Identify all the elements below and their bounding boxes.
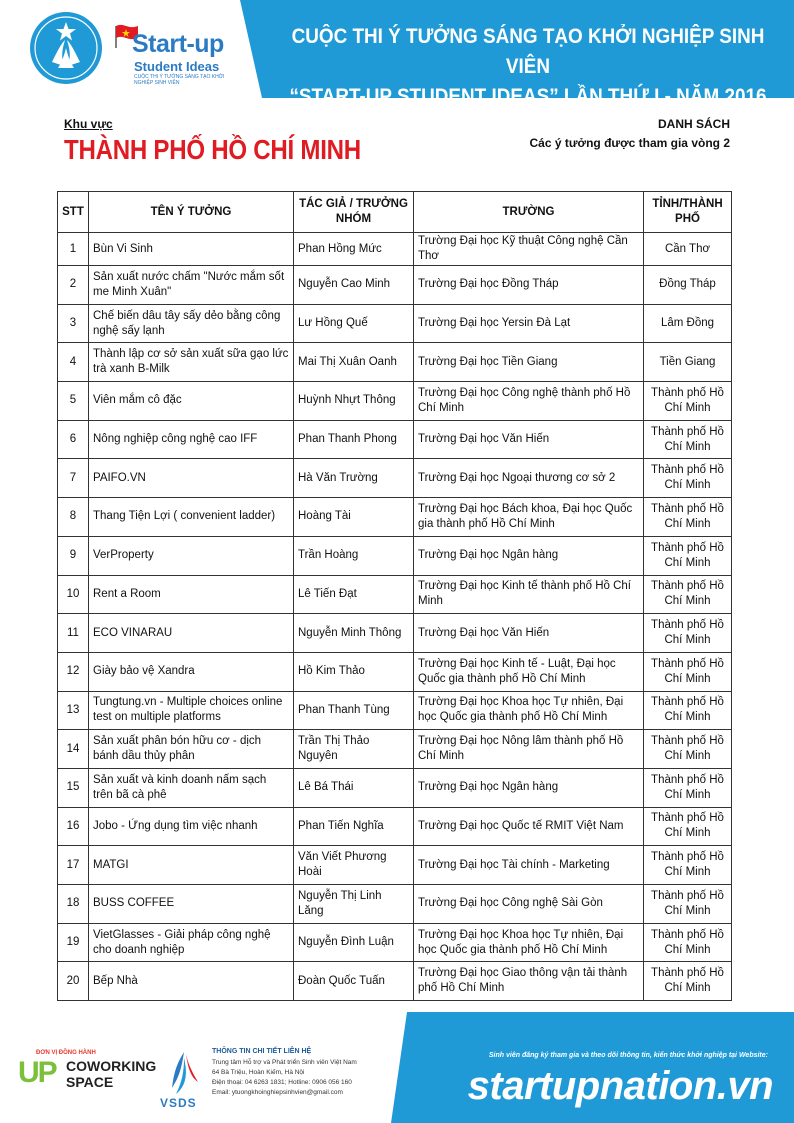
cell-stt: 20 xyxy=(58,962,89,1001)
cell-stt: 5 xyxy=(58,382,89,421)
contact-email: Email: ytuongkhoinghiepsinhvien@gmail.com xyxy=(212,1089,343,1096)
cell-province: Cần Thơ xyxy=(644,233,732,266)
cell-province: Thành phố Hồ Chí Minh xyxy=(644,691,732,730)
cell-province: Lâm Đồng xyxy=(644,304,732,343)
cell-school: Trường Đại học Kỹ thuật Công nghệ Cần Thơ xyxy=(414,233,644,266)
table-row xyxy=(58,807,732,846)
cell-idea-name: MATGI xyxy=(89,846,294,885)
cell-author: Trần Thị Thảo Nguyên xyxy=(294,730,414,769)
logo-startup-tiny: CUỘC THI Ý TƯỞNG SÁNG TẠO KHỞI NGHIỆP SINH VIÊN xyxy=(134,74,225,86)
vsds-text: VSDS xyxy=(160,1096,197,1110)
ideas-table xyxy=(57,191,732,1001)
cell-stt: 4 xyxy=(58,343,89,382)
list-subtitle: Các ý tưởng được tham gia vòng 2 xyxy=(529,136,730,150)
cell-province: Thành phố Hồ Chí Minh xyxy=(644,768,732,807)
cell-idea-name: Nông nghiệp công nghệ cao IFF xyxy=(89,420,294,459)
cell-author: Phan Thanh Phong xyxy=(294,420,414,459)
cell-school: Trường Đại học Tài chính - Marketing xyxy=(414,846,644,885)
cell-author: Phan Hồng Mức xyxy=(294,233,414,266)
table-row xyxy=(58,266,732,305)
logo-startup-word: Start-up xyxy=(132,30,224,58)
cell-province: Thành phố Hồ Chí Minh xyxy=(644,614,732,653)
table-row xyxy=(58,730,732,769)
header-author: TÁC GIẢ / TRƯỞNG NHÓM xyxy=(294,192,414,233)
contact-title: THÔNG TIN CHI TIẾT LIÊN HỆ xyxy=(212,1048,312,1055)
cell-province: Tiền Giang xyxy=(644,343,732,382)
cell-author: Huỳnh Nhựt Thông xyxy=(294,382,414,421)
page-footer xyxy=(0,1012,794,1123)
header-idea-name: TÊN Ý TƯỞNG xyxy=(89,192,294,233)
cell-idea-name: Bùn Vi Sinh xyxy=(89,233,294,266)
partner-logo: UP xyxy=(18,1056,56,1089)
cell-author: Nguyễn Đình Luận xyxy=(294,923,414,962)
cell-stt: 19 xyxy=(58,923,89,962)
cell-school: Trường Đại học Khoa học Tự nhiên, Đại học Quốc gia thành phố Hồ Chí Minh xyxy=(414,923,644,962)
cell-author: Lê Bá Thái xyxy=(294,768,414,807)
cell-idea-name: Sản xuất nước chấm "Nước mắm sốt me Minh Xuân" xyxy=(89,266,294,305)
table-row xyxy=(58,885,732,924)
cell-author: Lê Tiến Đạt xyxy=(294,575,414,614)
cell-province: Thành phố Hồ Chí Minh xyxy=(644,885,732,924)
cell-school: Trường Đại học Ngân hàng xyxy=(414,768,644,807)
contact-phone: Điện thoại: 04 6263 1831; Hotline: 0906 056 160 xyxy=(212,1079,352,1086)
cell-province: Thành phố Hồ Chí Minh xyxy=(644,536,732,575)
cell-author: Lư Hồng Quế xyxy=(294,304,414,343)
contact-org: Trung tâm Hỗ trợ và Phát triển Sinh viên Việt Nam xyxy=(212,1059,357,1066)
cell-stt: 2 xyxy=(58,266,89,305)
cell-province: Thành phố Hồ Chí Minh xyxy=(644,382,732,421)
partner-name xyxy=(66,1058,156,1090)
table-row xyxy=(58,382,732,421)
cell-idea-name: Thang Tiện Lợi ( convenient ladder) xyxy=(89,498,294,537)
cell-stt: 13 xyxy=(58,691,89,730)
table-row xyxy=(58,923,732,962)
cell-idea-name: PAIFO.VN xyxy=(89,459,294,498)
partner-label: ĐƠN VỊ ĐỒNG HÀNH xyxy=(36,1050,96,1056)
cell-idea-name: Rent a Room xyxy=(89,575,294,614)
table-row xyxy=(58,691,732,730)
cell-idea-name: Tungtung.vn - Multiple choices online test on multiple platforms xyxy=(89,691,294,730)
table-row xyxy=(58,614,732,653)
table-row xyxy=(58,962,732,1001)
partner-name-line2: SPACE xyxy=(66,1074,114,1090)
cell-province: Thành phố Hồ Chí Minh xyxy=(644,730,732,769)
cell-stt: 10 xyxy=(58,575,89,614)
cell-school: Trường Đại học Văn Hiến xyxy=(414,614,644,653)
cell-school: Trường Đại học Khoa học Tự nhiên, Đại học Quốc gia thành phố Hồ Chí Minh xyxy=(414,691,644,730)
website-note: Sinh viên đăng ký tham gia và theo dõi thông tin, kiến thức khởi nghiệp tại Website: xyxy=(488,1052,768,1059)
student-union-logo-icon xyxy=(28,10,104,88)
cell-province: Thành phố Hồ Chí Minh xyxy=(644,652,732,691)
table-row xyxy=(58,420,732,459)
table-header-row xyxy=(58,192,732,233)
cell-idea-name: Sản xuất và kinh doanh nấm sạch trên bã cà phê xyxy=(89,768,294,807)
table-row xyxy=(58,768,732,807)
cell-stt: 1 xyxy=(58,233,89,266)
cell-school: Trường Đại học Văn Hiến xyxy=(414,420,644,459)
cell-idea-name: Giày bảo vệ Xandra xyxy=(89,652,294,691)
region-name: THÀNH PHỐ HỒ CHÍ MINH xyxy=(64,134,361,165)
cell-province: Thành phố Hồ Chí Minh xyxy=(644,807,732,846)
cell-idea-name: VietGlasses - Giải pháp công nghệ cho doanh nghiệp xyxy=(89,923,294,962)
cell-province: Thành phố Hồ Chí Minh xyxy=(644,575,732,614)
cell-stt: 18 xyxy=(58,885,89,924)
cell-province: Thành phố Hồ Chí Minh xyxy=(644,420,732,459)
cell-stt: 3 xyxy=(58,304,89,343)
cell-author: Nguyễn Minh Thông xyxy=(294,614,414,653)
cell-idea-name: BUSS COFFEE xyxy=(89,885,294,924)
table-row xyxy=(58,846,732,885)
list-title: DANH SÁCH xyxy=(658,117,730,131)
table-row xyxy=(58,343,732,382)
cell-author: Hoàng Tài xyxy=(294,498,414,537)
cell-stt: 16 xyxy=(58,807,89,846)
contest-title-line1: CUỘC THI Ý TƯỞNG SÁNG TẠO KHỞI NGHIỆP SINH VIÊN xyxy=(291,25,765,78)
cell-idea-name: VerProperty xyxy=(89,536,294,575)
cell-idea-name: Jobo - Ứng dụng tìm việc nhanh xyxy=(89,807,294,846)
cell-stt: 14 xyxy=(58,730,89,769)
cell-stt: 9 xyxy=(58,536,89,575)
contact-address: 64 Bà Triệu, Hoàn Kiếm, Hà Nội xyxy=(212,1069,305,1076)
cell-province: Thành phố Hồ Chí Minh xyxy=(644,846,732,885)
cell-school: Trường Đại học Bách khoa, Đại học Quốc gia thành phố Hồ Chí Minh xyxy=(414,498,644,537)
table-row xyxy=(58,498,732,537)
header-province: TỈNH/THÀNH PHỐ xyxy=(644,192,732,233)
cell-idea-name: Viên mắm cô đặc xyxy=(89,382,294,421)
cell-school: Trường Đại học Công nghệ thành phố Hồ Chí Minh xyxy=(414,382,644,421)
region-label: Khu vực xyxy=(64,117,113,131)
cell-author: Hà Văn Trường xyxy=(294,459,414,498)
partner-name-line1: COWORKING xyxy=(66,1058,157,1074)
cell-author: Đoàn Quốc Tuấn xyxy=(294,962,414,1001)
startup-student-ideas-logo xyxy=(110,22,240,86)
cell-school: Trường Đại học Ngoại thương cơ sở 2 xyxy=(414,459,644,498)
cell-author: Hồ Kim Thảo xyxy=(294,652,414,691)
cell-author: Phan Tiến Nghĩa xyxy=(294,807,414,846)
cell-idea-name: Thành lập cơ sở sản xuất sữa gạo lức trà xanh B-Milk xyxy=(89,343,294,382)
cell-stt: 7 xyxy=(58,459,89,498)
table-row xyxy=(58,459,732,498)
table-row xyxy=(58,304,732,343)
table-row xyxy=(58,652,732,691)
cell-school: Trường Đại học Kinh tế - Luật, Đại học Quốc gia thành phố Hồ Chí Minh xyxy=(414,652,644,691)
cell-author: Nguyễn Thị Linh Lăng xyxy=(294,885,414,924)
cell-author: Văn Viết Phương Hoài xyxy=(294,846,414,885)
cell-school: Trường Đại học Nông lâm thành phố Hồ Chí Minh xyxy=(414,730,644,769)
cell-province: Đồng Tháp xyxy=(644,266,732,305)
cell-stt: 6 xyxy=(58,420,89,459)
cell-school: Trường Đại học Đồng Tháp xyxy=(414,266,644,305)
cell-school: Trường Đại học Công nghệ Sài Gòn xyxy=(414,885,644,924)
cell-province: Thành phố Hồ Chí Minh xyxy=(644,459,732,498)
cell-school: Trường Đại học Quốc tế RMIT Việt Nam xyxy=(414,807,644,846)
cell-author: Mai Thị Xuân Oanh xyxy=(294,343,414,382)
page-header xyxy=(0,0,794,108)
cell-idea-name: Bếp Nhà xyxy=(89,962,294,1001)
table-row xyxy=(58,536,732,575)
cell-stt: 17 xyxy=(58,846,89,885)
cell-author: Phan Thanh Tùng xyxy=(294,691,414,730)
vsds-logo-icon xyxy=(162,1048,206,1100)
cell-idea-name: Chế biến dâu tây sấy dẻo bằng công nghệ sấy lạnh xyxy=(89,304,294,343)
cell-stt: 12 xyxy=(58,652,89,691)
cell-school: Trường Đại học Yersin Đà Lạt xyxy=(414,304,644,343)
cell-school: Trường Đại học Giao thông vận tải thành phố Hồ Chí Minh xyxy=(414,962,644,1001)
cell-school: Trường Đại học Ngân hàng xyxy=(414,536,644,575)
table-row xyxy=(58,575,732,614)
cell-author: Trần Hoàng xyxy=(294,536,414,575)
cell-school: Trường Đại học Kinh tế thành phố Hồ Chí Minh xyxy=(414,575,644,614)
cell-province: Thành phố Hồ Chí Minh xyxy=(644,962,732,1001)
cell-province: Thành phố Hồ Chí Minh xyxy=(644,498,732,537)
cell-stt: 11 xyxy=(58,614,89,653)
contest-title-line2: “START-UP STUDENT IDEAS” LẦN THỨ I - NĂM 2016 xyxy=(289,85,767,108)
cell-idea-name: ECO VINARAU xyxy=(89,614,294,653)
header-stt: STT xyxy=(58,192,89,233)
contest-title xyxy=(289,22,768,112)
logo-startup-sub: Student Ideas xyxy=(134,59,220,74)
cell-province: Thành phố Hồ Chí Minh xyxy=(644,923,732,962)
cell-author: Nguyễn Cao Minh xyxy=(294,266,414,305)
cell-stt: 8 xyxy=(58,498,89,537)
table-row xyxy=(58,233,732,266)
website-link[interactable]: startupnation.vn xyxy=(467,1064,773,1108)
header-school: TRƯỜNG xyxy=(414,192,644,233)
cell-school: Trường Đại học Tiền Giang xyxy=(414,343,644,382)
cell-stt: 15 xyxy=(58,768,89,807)
cell-idea-name: Sản xuất phân bón hữu cơ - dịch bánh dầu thủy phân xyxy=(89,730,294,769)
